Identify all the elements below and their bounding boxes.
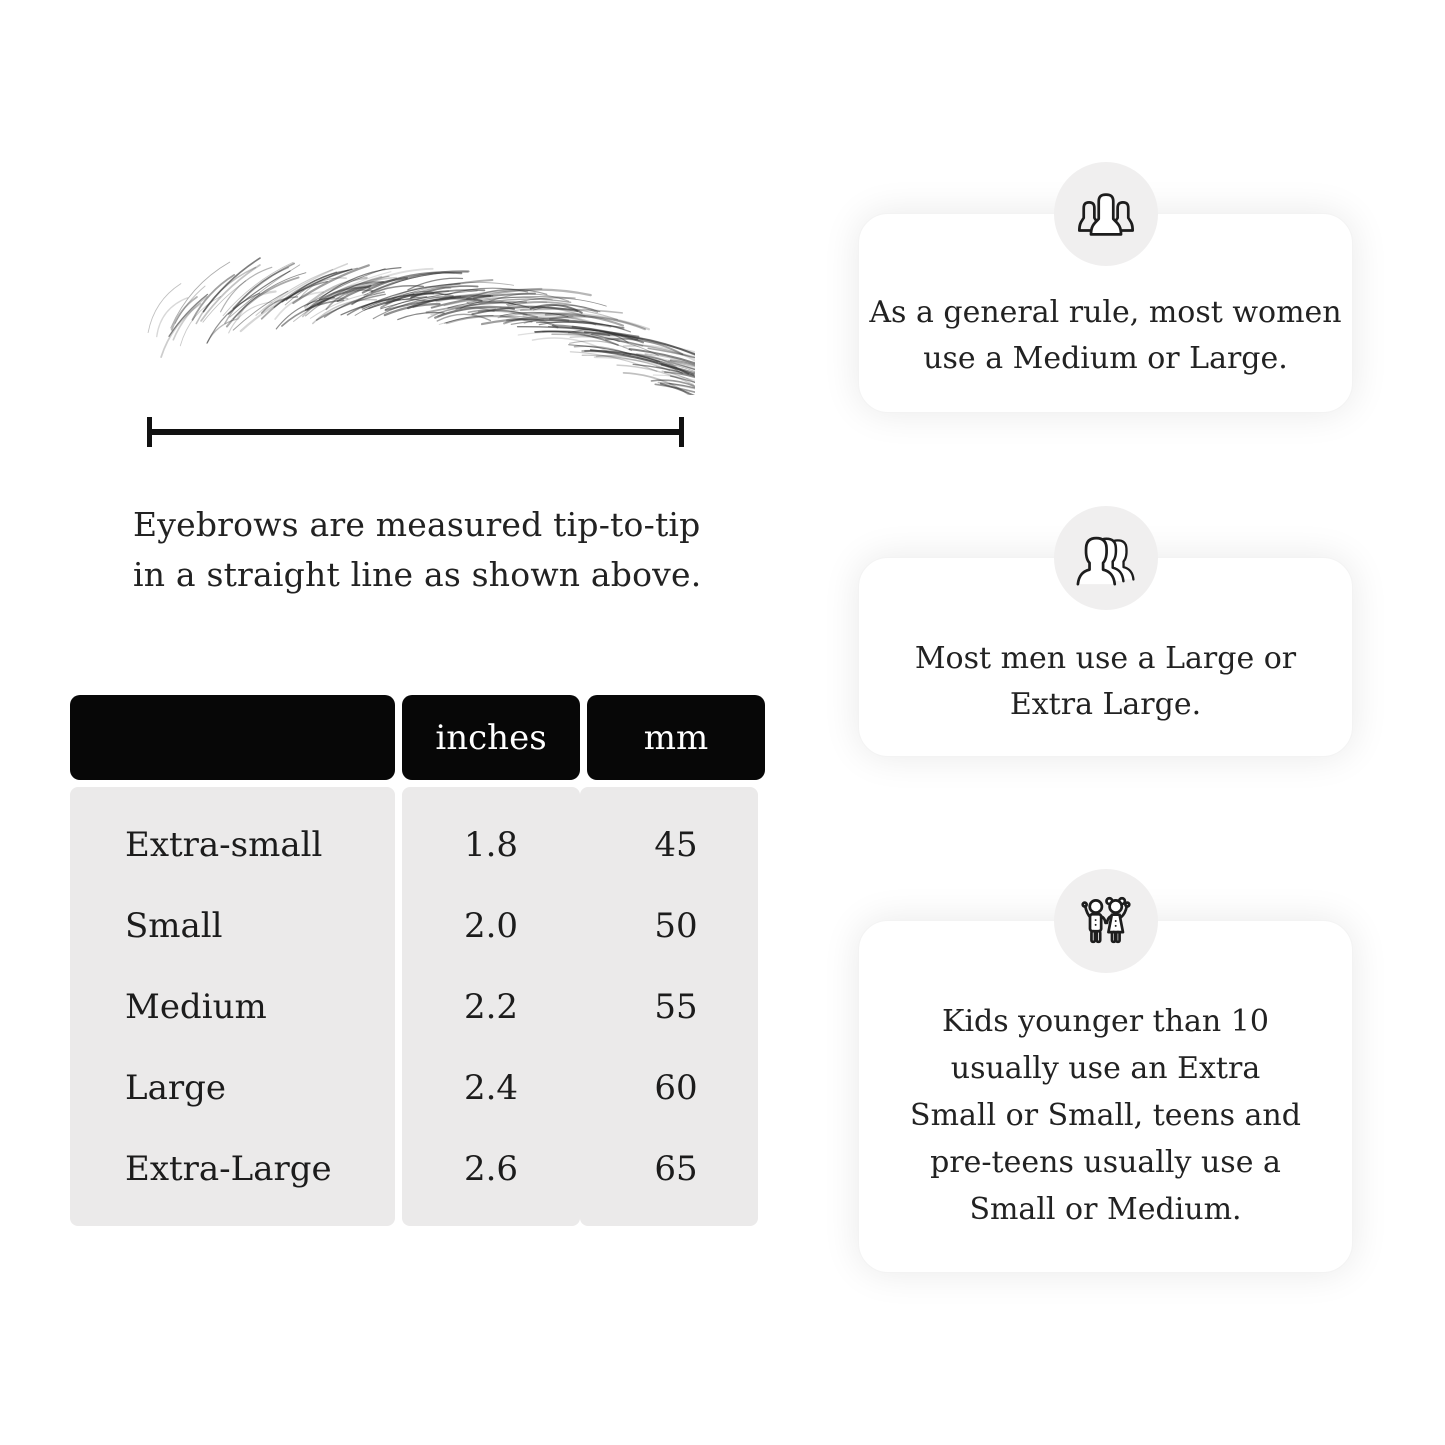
guide-card-kids (858, 920, 1353, 1273)
table-header-inches: inches (402, 695, 580, 780)
eyebrow-illustration (125, 245, 695, 395)
table-row (70, 804, 765, 885)
table-row (70, 885, 765, 966)
men-group-icon (1075, 527, 1137, 589)
guide-card-women (858, 213, 1353, 413)
row-label: Small (125, 905, 223, 946)
women-icon-circle (1054, 162, 1158, 266)
size-table (70, 695, 765, 1226)
row-mm: 55 (654, 986, 698, 1027)
men-icon-circle (1054, 506, 1158, 610)
women-group-icon (1075, 183, 1137, 245)
size-table-header (70, 695, 765, 780)
table-rows (70, 787, 765, 1226)
row-label: Extra-Large (125, 1148, 332, 1189)
row-label: Large (125, 1067, 226, 1108)
men-card-text (859, 636, 1352, 728)
kids-icon-circle (1054, 869, 1158, 973)
table-header-mm: mm (587, 695, 765, 780)
kids-card-text (859, 998, 1352, 1233)
guide-card-men (858, 557, 1353, 757)
men-card-line-2: Extra Large. (1009, 687, 1202, 722)
row-label: Medium (125, 986, 267, 1027)
row-inches: 2.6 (463, 1148, 519, 1189)
row-inches: 1.8 (463, 824, 519, 865)
row-inches: 2.4 (463, 1067, 519, 1108)
size-table-body (70, 787, 765, 1226)
row-inches: 2.2 (463, 986, 519, 1027)
table-header-size (70, 695, 395, 780)
men-card-line-1: Most men use a Large or (914, 641, 1297, 676)
row-mm: 45 (654, 824, 698, 865)
kids-card-line-2: usually use an Extra (950, 1051, 1261, 1086)
row-mm: 65 (654, 1148, 698, 1189)
row-inches: 2.0 (463, 905, 519, 946)
row-mm: 60 (654, 1067, 698, 1108)
table-row (70, 1047, 765, 1128)
table-row (70, 966, 765, 1047)
row-mm: 50 (654, 905, 698, 946)
women-card-text (859, 290, 1352, 382)
kids-icon (1075, 890, 1137, 952)
women-card-line-1: As a general rule, most women (869, 295, 1342, 330)
kids-card-line-4: pre-teens usually use a (930, 1145, 1281, 1180)
kids-card-line-5: Small or Medium. (969, 1192, 1242, 1227)
measurement-line-bar (152, 429, 679, 435)
women-card-line-2: use a Medium or Large. (923, 341, 1288, 376)
measurement-line (147, 417, 684, 447)
row-label: Extra-small (125, 824, 323, 865)
table-row (70, 1128, 765, 1209)
caption-line-2: in a straight line as shown above. (133, 555, 702, 594)
measurement-caption (133, 500, 733, 600)
kids-card-line-3: Small or Small, teens and (910, 1098, 1301, 1133)
caption-line-1: Eyebrows are measured tip-to-tip (133, 505, 701, 544)
kids-card-line-1: Kids younger than 10 (942, 1004, 1269, 1039)
